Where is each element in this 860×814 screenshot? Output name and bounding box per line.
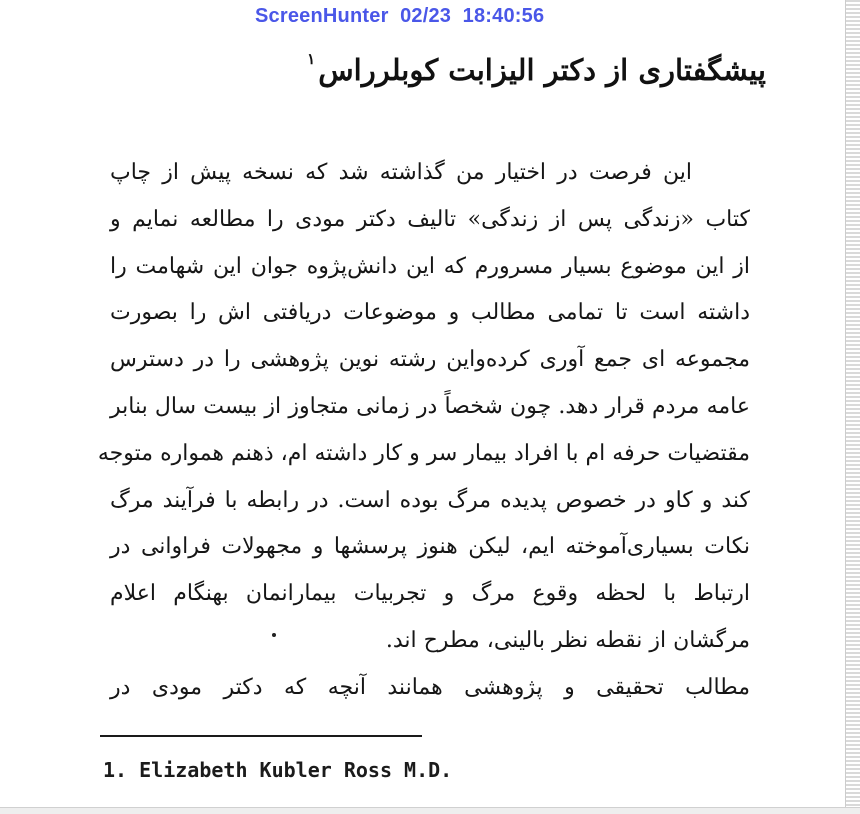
- title-text: پیشگفتاری از دکتر الیزابت کوبلرراس: [318, 53, 766, 87]
- scan-edge-right: [845, 0, 860, 814]
- text-line: مقتضیات حرفه ام با افراد بیمار‌ سر و کار داشته ام، ذهنم همواره متوجه: [97, 440, 750, 466]
- body-paragraph: [97, 150, 750, 712]
- title-footnote-mark: ۱: [307, 50, 316, 68]
- text-line: نکات بسیاری‌آموخته ایم، لیکن هنوز پرسشها و مجهولات فراوانی در: [110, 534, 750, 560]
- page-title: [307, 50, 766, 87]
- text-line: مطالب تحقیقی و پژوهشی همانند آنچه که دکتر مودی در: [110, 674, 750, 700]
- screenhunter-timestamp: ScreenHunter 02/23 18:40:56: [255, 5, 545, 27]
- scan-speck: [272, 633, 276, 637]
- text-line: مرگشان از نقطه نظر بالینی، مطرح اند.: [385, 627, 750, 653]
- footnote-divider: [100, 735, 422, 737]
- text-line: از این موضوع بسیار مسرورم که این دانش‌پژوه جوان این شهامت را: [110, 253, 750, 279]
- text-line: کتاب «زندگی پس از زندگی» تالیف دکتر مودی را مطالعه نمایم و: [110, 206, 750, 232]
- text-line: عامه مردم قرار دهد. چون شخصاً در زمانی متجاوز از بیست سال بنابر: [110, 393, 750, 419]
- text-line: مجموعه ای جمع آوری کرده‌واین رشته نوین پژوهشی را در دسترس: [110, 347, 750, 373]
- footnote: 1. Elizabeth Kubler Ross M.D.: [103, 758, 453, 782]
- text-line: ارتباط با لحظه وقوع مرگ و تجربیات بیمارانمان بهنگام اعلام: [110, 581, 750, 607]
- scan-edge-bottom: [0, 807, 860, 814]
- text-line: کند و کاو در خصوص پدیده مرگ بوده است. در رابطه با فرآیند مرگ: [110, 487, 750, 513]
- text-line: این فرصت در اختیار من گذاشته شد که نسخه پیش از چاپ: [110, 160, 692, 185]
- text-line: داشته است تا تمامی مطالب و موضوعات دریافتی اش را بصورت: [110, 300, 750, 326]
